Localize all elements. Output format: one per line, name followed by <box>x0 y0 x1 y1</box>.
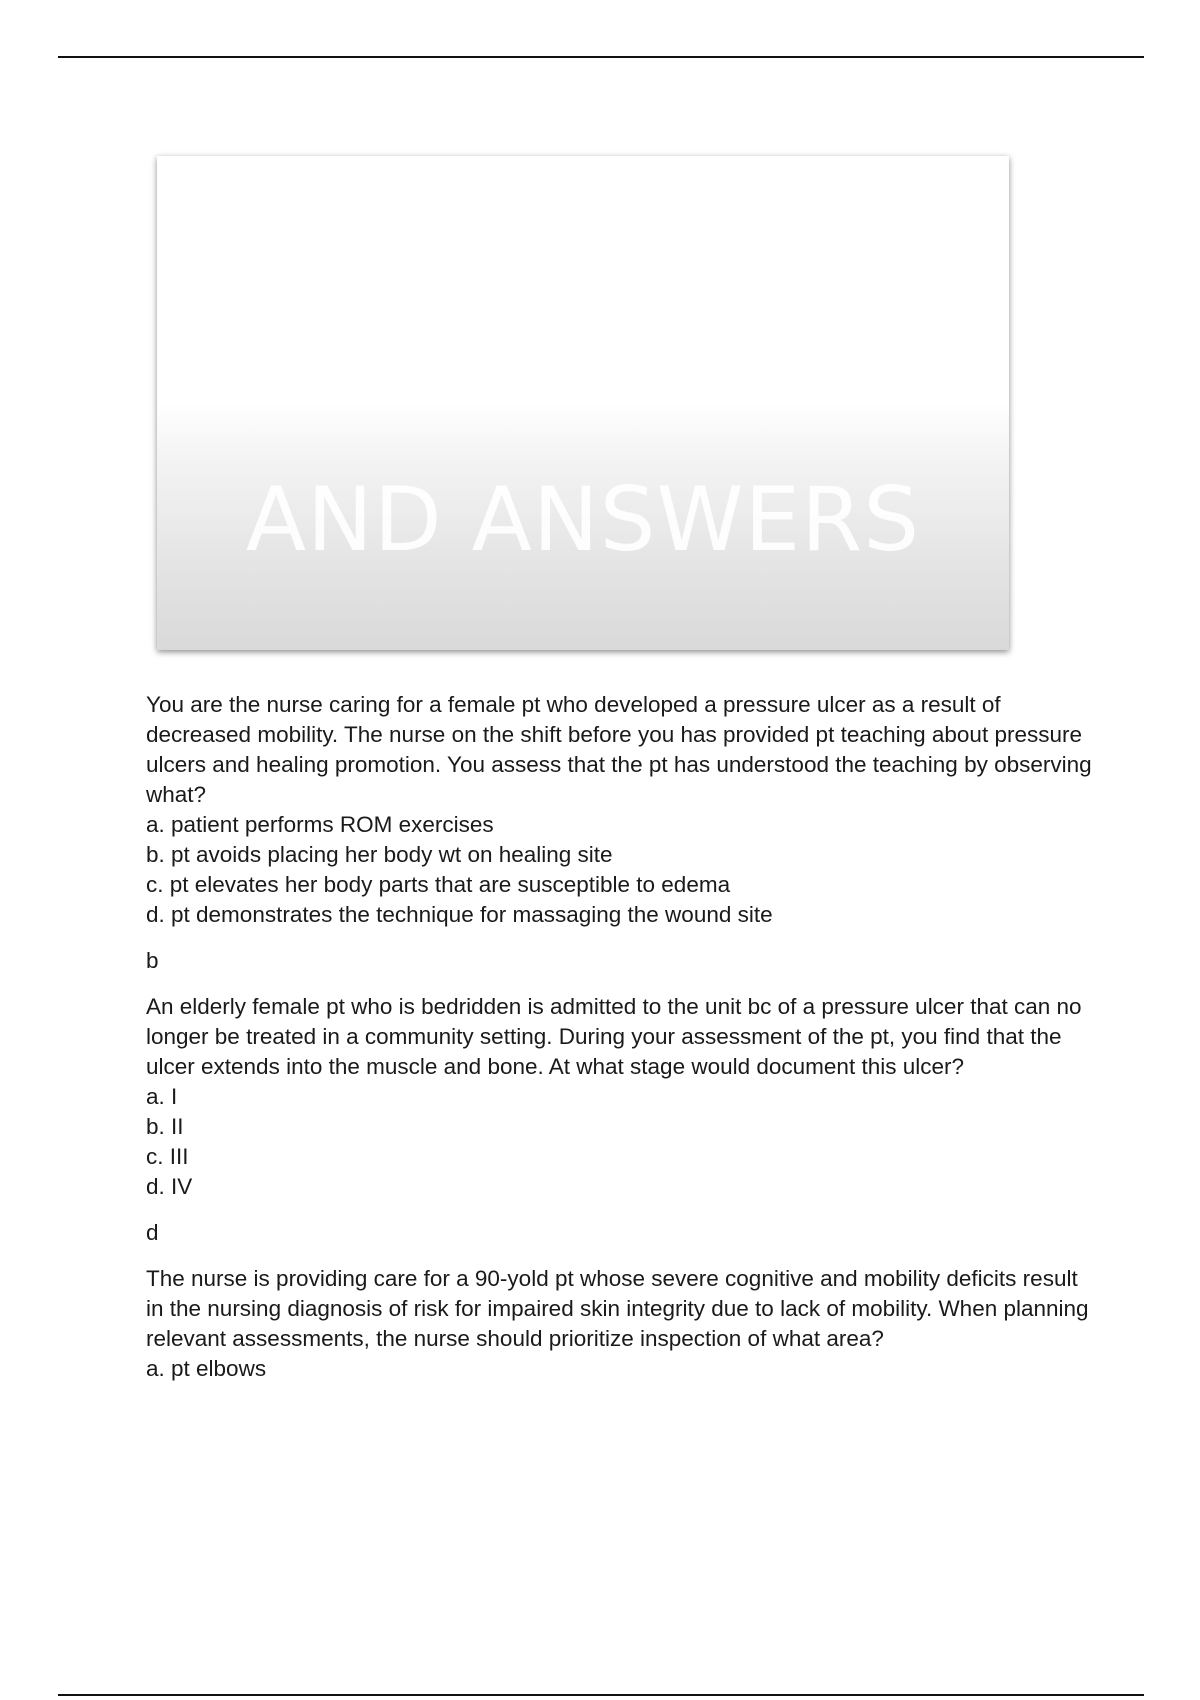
option-b: b. II <box>146 1114 184 1139</box>
option-b: b. pt avoids placing her body wt on healing site <box>146 842 613 867</box>
question-text: You are the nurse caring for a female pt who developed a pressure ulcer as a result of decreased mobility. The nurse on the shift before you has provided pt teaching about pressure ulcers and healing promotion. You assess that the pt has understood the teaching by observing what? <box>146 692 1092 807</box>
cover-title: AND ANSWERS <box>245 468 921 571</box>
option-d: d. IV <box>146 1174 193 1199</box>
option-c: c. III <box>146 1144 189 1169</box>
cover-image <box>157 156 1009 650</box>
option-d: d. pt demonstrates the technique for massaging the wound site <box>146 902 773 927</box>
option-a: a. I <box>146 1084 178 1109</box>
footer-rule <box>58 1694 1144 1696</box>
document-body <box>146 690 1096 1384</box>
answer-text: d <box>146 1220 159 1245</box>
option-c: c. pt elevates her body parts that are susceptible to edema <box>146 872 731 897</box>
question-text: An elderly female pt who is bedridden is admitted to the unit bc of a pressure ulcer that can no longer be treated in a community setting. During your assessment of the pt, you find that the ulcer extends into the muscle and bone. At what stage would document this ulcer? <box>146 994 1082 1079</box>
qa-item-2 <box>146 992 1096 1248</box>
answer-text: b <box>146 948 159 973</box>
header-rule <box>58 56 1144 58</box>
qa-item-3 <box>146 1264 1096 1384</box>
question-text: The nurse is providing care for a 90-yold pt whose severe cognitive and mobility deficits result in the nursing diagnosis of risk for impaired skin integrity due to lack of mobility. When planning relevant assessments, the nurse should prioritize inspection of what area? <box>146 1266 1089 1351</box>
option-a: a. patient performs ROM exercises <box>146 812 494 837</box>
option-a: a. pt elbows <box>146 1356 267 1381</box>
qa-item-1 <box>146 690 1096 976</box>
